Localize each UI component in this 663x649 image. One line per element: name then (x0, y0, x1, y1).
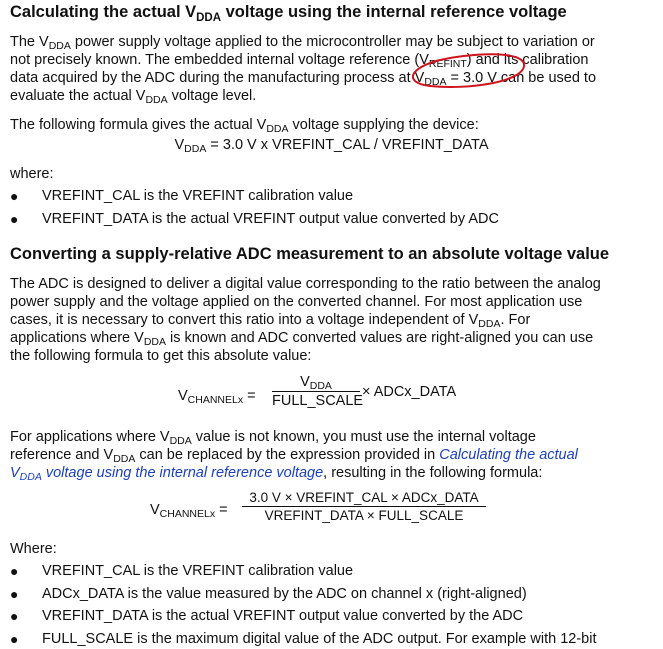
bullet-icon: ● (10, 608, 19, 624)
paragraph-line: The following formula gives the actual $V_{DDA}$ voltage supplying the device: (10, 117, 479, 135)
paragraph-line: The $V_{DDA}$ power supply voltage applied to the microcontroller may be subject to variation or (10, 34, 595, 52)
paragraph-line: power supply and the voltage applied on the converted channel. For most application use (10, 294, 583, 310)
formula-rhs: × ADCx_DATA (362, 384, 457, 400)
bullet-icon: ● (10, 563, 19, 579)
vdda-formula: $V_{DDA} = 3.0$ V x VREFINT_CAL / VREFINT_DATA (174, 137, 489, 155)
bullet-icon: ● (10, 631, 19, 647)
paragraph-line: cases, it is necessary to convert this ratio into a voltage independent of $V_{DDA}$. For (10, 312, 531, 330)
paragraph-line: data acquired by the ADC during the manufacturing process at $V_{DDA} = 3.0$ V can be used to (10, 70, 597, 88)
paragraph-line: $V_{DDA}$ voltage using the internal reference voltage, resulting in the following formula: (10, 465, 543, 483)
paragraph-line: applications where $V_{DDA}$ is known and ADC converted values are right-aligned you can use (10, 330, 594, 348)
formula-fraction: $V_{DDA}$ FULL_SCALE (272, 374, 364, 409)
document-page: Calculating the actual $V_{DDA}$ voltage using the internal reference voltage The $V_{DDA}$ power supply voltage applied to the microcontroller may be subject to variation or not precisely known. The embedded internal voltage reference $(V_{REFINT})$ and its calibration data acquired by the ADC during the manufacturing process at $V_{DDA} = 3.0$ V can be used to evaluate the actual $V_{DDA}$ voltage level. The following formula gives the actual $V_{DDA}$ voltage supplying the device: $V_{DDA} = 3.0$ V x VREFINT_CAL / VREFINT_DATA where: ● VREFINT_CAL is the VREFINT calibration value ● VREFINT_DATA is the actual VREFINT output value converted by ADC Converting a supply-relative ADC measurement to an absolute voltage value The ADC is designed to deliver a digital value corresponding to the ratio between the analog power supply and the voltage applied on the converted channel. For most application use cases, it is necessary to convert this ratio into a voltage independent of $V_{DDA}$. For applications where $V_{DDA}$ is known and ADC converted values are right-aligned you can use the following formula to get this absolute value: $V_{CHANNELx}$ = $V_{DDA}$ FULL_SCALE × ADCx_DATA For applications where $V_{DDA}$ value is not known, you must use the internal voltage reference and $V_{DDA}$ can be replaced by the expression provided in Calculating the actual $V_{DDA}$ voltage using the internal reference voltage, resulting in the following formula: $V_{CHANNELx}$ = 3.0 V × VREFINT_CAL × ADCx_DATA VREFINT_DATA × FULL_SCALE Where: ● VREFINT_CAL is the VREFINT calibration value ● ADCx_DATA is the value measured by the ADC on channel x (right-aligned) ● VREFINT_DATA is the actual VREFINT output value converted by the ADC ● FULL_SCALE is the maximum digital value of the ADC output. For example with 12-bit (0, 0, 663, 648)
paragraph-line: not precisely known. The embedded internal voltage reference $(V_{REFINT})$ and its calibration (10, 52, 589, 70)
section-heading-vdda-calc: Calculating the actual $V_{DDA}$ voltage using the internal reference voltage (10, 3, 567, 24)
paragraph-line: the following formula to get this absolute value: (10, 348, 312, 364)
formula-lhs: $V_{CHANNELx}$ = (178, 388, 256, 406)
where-label: Where: (10, 541, 57, 557)
paragraph-line: For applications where $V_{DDA}$ value is not known, you must use the internal voltage (10, 429, 536, 447)
cross-reference-link[interactable]: $V_{DDA}$ voltage using the internal reference voltage (10, 465, 324, 483)
bullet-icon: ● (10, 586, 19, 602)
where-label: where: (10, 166, 54, 182)
section-heading-absolute-voltage: Converting a supply-relative ADC measurement to an absolute voltage value (10, 245, 610, 263)
bullet-icon: ● (10, 188, 19, 204)
formula-lhs: $V_{CHANNELx}$ = (150, 502, 228, 520)
formula-fraction: 3.0 V × VREFINT_CAL × ADCx_DATA VREFINT_DATA × FULL_SCALE (242, 490, 486, 523)
paragraph-line: reference and $V_{DDA}$ can be replaced by the expression provided in Calculating the actual (10, 447, 578, 465)
paragraph-line: The ADC is designed to deliver a digital value corresponding to the ratio between the analog (10, 276, 601, 292)
bullet-icon: ● (10, 211, 19, 227)
cross-reference-link[interactable]: Calculating the actual (439, 447, 578, 463)
paragraph-line: evaluate the actual $V_{DDA}$ voltage level. (10, 88, 257, 106)
